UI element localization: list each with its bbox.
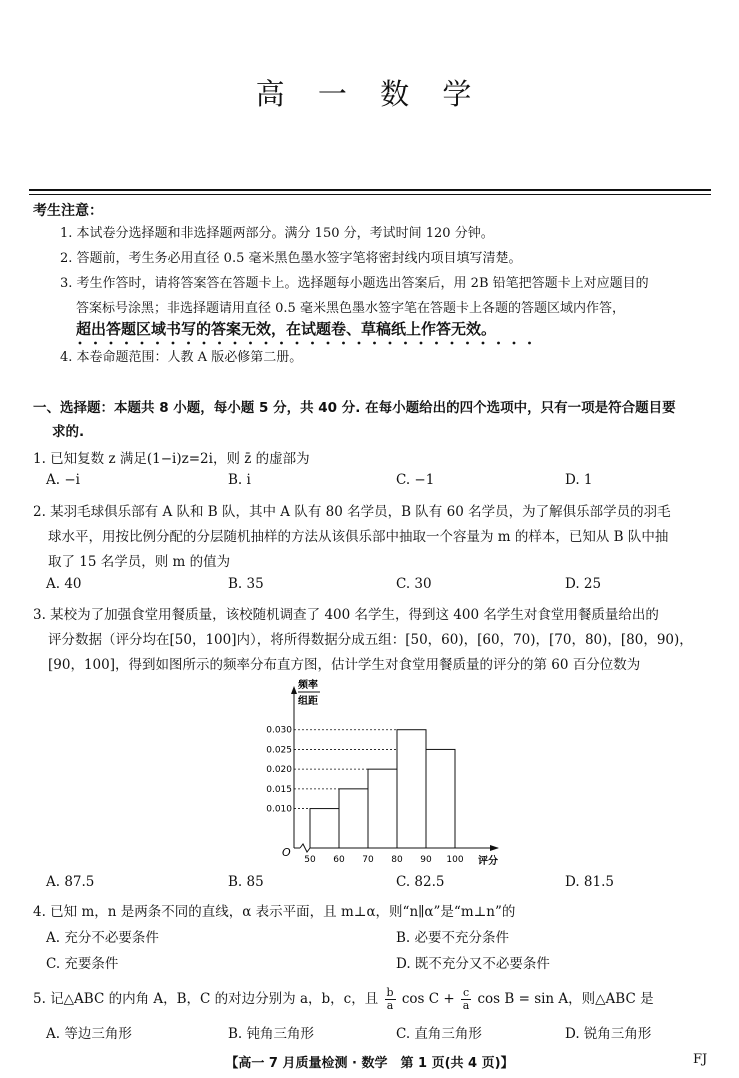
question-4: 4. 已知 m，n 是两条不同的直线，α 表示平面，且 m⊥α，则“n∥α”是“m⊥n”的 [33, 904, 516, 920]
q3-option-a: A. 87.5 [46, 874, 95, 890]
y-tick-label: 0.025 [266, 745, 292, 756]
q2-option-c: C. 30 [396, 576, 432, 592]
x-tick-label: 60 [333, 855, 345, 865]
q3-option-c: C. 82.5 [396, 874, 445, 890]
emphasis-dot [497, 342, 500, 345]
q5-option-b: B. 钝角三角形 [228, 1026, 315, 1042]
notice-item: 4. 本卷命题范围：人教 A 版必修第二册。 [60, 350, 303, 365]
emphasis-dot [280, 342, 283, 345]
emphasis-dot [435, 342, 438, 345]
question-1: 1. 已知复数 z 满足(1−i)z=2i，则 z̄ 的虚部为 [33, 451, 310, 467]
q5-option-d: D. 锐角三角形 [565, 1026, 652, 1042]
notice-item: 2. 答题前，考生务必用直径 0.5 毫米黑色墨水签字笔将密封线内项目填写清楚。 [60, 251, 522, 266]
q5-text: 5. 记△ABC 的内角 A，B，C 的对边分别为 a，b，c，且 [33, 991, 379, 1007]
y-tick-label: 0.030 [266, 725, 292, 736]
frequency-histogram [266, 676, 510, 867]
notice-item: 3. 考生作答时，请将答案答在答题卡上。选择题每小题选出答案后，用 2B 铅笔把答题卡上对应题目的 [60, 276, 649, 291]
histogram-bar [339, 789, 368, 848]
q5-option-a: A. 等边三角形 [46, 1026, 132, 1042]
x-tick-label: 80 [391, 855, 403, 865]
question-5 [33, 987, 654, 1012]
q4-option-d: D. 既不充分又不必要条件 [396, 956, 550, 972]
notice-warning: 超出答题区域书写的答案无效，在试题卷、草稿纸上作答无效。 [76, 320, 497, 338]
y-tick-label: 0.010 [266, 804, 292, 815]
question-2: 2. 某羽毛球俱乐部有 A 队和 B 队，其中 A 队有 80 名学员，B 队有 60 名学员，为了解俱乐部学员的羽毛 [33, 504, 671, 520]
x-tick-label: 50 [304, 855, 316, 865]
divider [29, 194, 711, 195]
emphasis-dots [76, 340, 536, 346]
emphasis-dot [141, 342, 144, 345]
fraction-c-over-a: $\frac{c}{a}$ [462, 986, 470, 1012]
emphasis-dot [358, 342, 361, 345]
emphasis-dot [79, 342, 82, 345]
axis-break [300, 844, 310, 852]
y-tick-label: 0.015 [266, 784, 292, 795]
q5-text: cos C + [401, 991, 455, 1007]
x-axis-label: 评分 [478, 856, 498, 867]
emphasis-dot [420, 342, 423, 345]
x-axis-arrow [490, 845, 499, 851]
q3-option-d: D. 81.5 [565, 874, 614, 890]
histogram-bar [368, 769, 397, 848]
question-2-line: 球水平，用按比例分配的分层随机抽样的方法从该俱乐部中抽取一个容量为 m 的样本，已知从 B 队中抽 [48, 529, 669, 545]
emphasis-dot [156, 342, 159, 345]
q4-option-a: A. 充分不必要条件 [46, 930, 159, 946]
fraction-b-over-a: $\frac{b}{a}$ [386, 986, 394, 1012]
q1-option-a: A. −i [46, 472, 80, 488]
emphasis-dot [249, 342, 252, 345]
notice-heading: 考生注意： [33, 203, 103, 219]
emphasis-dot [296, 342, 299, 345]
emphasis-dot [311, 342, 314, 345]
q1-option-b: B. i [228, 472, 251, 488]
emphasis-dot [404, 342, 407, 345]
emphasis-dot [466, 342, 469, 345]
q4-option-c: C. 充要条件 [46, 956, 119, 972]
q2-option-b: B. 35 [228, 576, 264, 592]
emphasis-dot [451, 342, 454, 345]
q5-option-c: C. 直角三角形 [396, 1026, 482, 1042]
emphasis-dot [373, 342, 376, 345]
emphasis-dot [125, 342, 128, 345]
q5-text: cos B = sin A，则△ABC 是 [477, 991, 654, 1007]
question-3-line: [90，100]，得到如图所示的频率分布直方图，估计学生对食堂用餐质量的评分的第 60 百分位数为 [48, 657, 641, 673]
emphasis-dot [110, 342, 113, 345]
y-tick-label: 0.020 [266, 765, 292, 776]
y-axis-label-bottom: 组距 [298, 696, 318, 707]
section-heading-cont: 求的. [52, 424, 85, 440]
question-3-line: 评分数据（评分均在[50，100]内），将所得数据分成五组：[50，60)，[60，70)，[70，80)，[80，90)， [48, 632, 693, 648]
q4-option-b: B. 必要不充分条件 [396, 930, 510, 946]
emphasis-dot [234, 342, 237, 345]
emphasis-dot [172, 342, 175, 345]
emphasis-dot [203, 342, 206, 345]
x-tick-label: 100 [446, 855, 464, 865]
divider [29, 189, 711, 191]
page-footer: 【高一 7 月质量检测 · 数学 第 1 页(共 4 页)】 [225, 1056, 514, 1071]
emphasis-dot [327, 342, 330, 345]
notice-item: 答案标号涂黑；非选择题请用直径 0.5 毫米黑色墨水签字笔在答题卡上各题的答题区域内作答， [76, 301, 625, 316]
section-heading: 一、选择题：本题共 8 小题，每小题 5 分，共 40 分. 在每小题给出的四个选项中，只有一项是符合题目要 [33, 400, 676, 416]
page-title: 高 一 数 学 [255, 77, 484, 111]
emphasis-dot [528, 342, 531, 345]
emphasis-dot [265, 342, 268, 345]
q1-option-d: D. 1 [565, 472, 593, 488]
emphasis-dot [218, 342, 221, 345]
emphasis-dot [513, 342, 516, 345]
emphasis-dot [187, 342, 190, 345]
emphasis-dot [342, 342, 345, 345]
emphasis-dot [389, 342, 392, 345]
q2-option-a: A. 40 [46, 576, 82, 592]
origin-label: O [282, 846, 291, 859]
q2-option-d: D. 25 [565, 576, 602, 592]
histogram-bar [310, 809, 339, 848]
emphasis-dot [94, 342, 97, 345]
notice-item: 1. 本试卷分选择题和非选择题两部分。满分 150 分，考试时间 120 分钟。 [60, 226, 494, 241]
q3-option-b: B. 85 [228, 874, 264, 890]
emphasis-dot [482, 342, 485, 345]
question-2-line: 取了 15 名学员，则 m 的值为 [48, 554, 231, 570]
histogram-bar [397, 730, 426, 848]
question-3: 3. 某校为了加强食堂用餐质量，该校随机调查了 400 名学生，得到这 400 名学生对食堂用餐质量给出的 [33, 607, 659, 623]
y-axis-label-top: 频率 [298, 680, 318, 691]
histogram-bar [426, 749, 455, 848]
y-axis-arrow [291, 686, 297, 694]
footer-code: FJ [693, 1052, 708, 1067]
q1-option-c: C. −1 [396, 472, 435, 488]
x-tick-label: 70 [362, 855, 374, 865]
x-tick-label: 90 [420, 855, 432, 865]
